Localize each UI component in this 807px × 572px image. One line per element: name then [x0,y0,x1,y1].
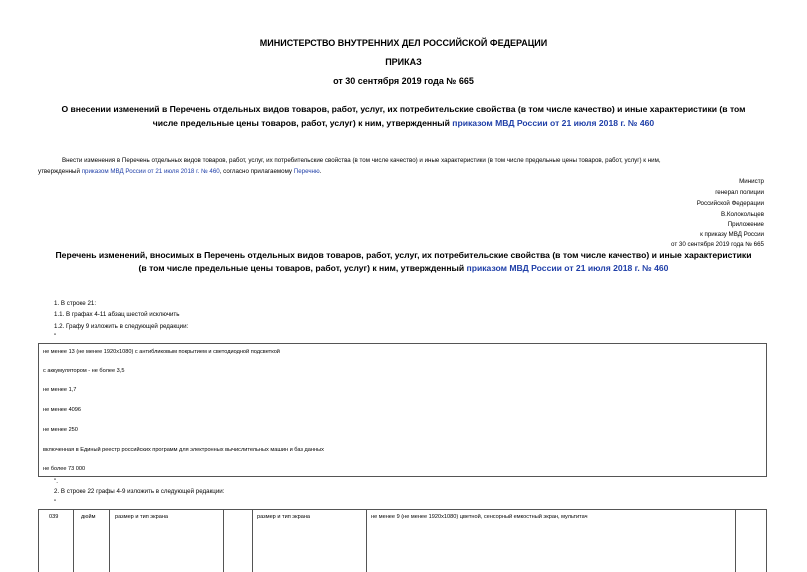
signature-name: В.Колокольцев [721,211,764,218]
changes-title-link[interactable]: приказом МВД России от 21 июля 2018 г. № 460 [466,263,669,273]
body-line2-end: . [319,168,322,175]
quote-open-1: " [54,333,57,340]
body-list-link[interactable]: Перечню [293,168,320,175]
body-line2-pre: утвержденный [38,168,82,175]
table-row: не менее 1,7 [43,387,77,393]
table-divider [366,510,367,572]
appendix-ref: к приказу МВД России [700,231,764,238]
table-row: не менее 250 [43,427,78,433]
body-line2-mid: , согласно прилагаемому [219,168,294,175]
table-cell-unit: дюйм [81,514,96,520]
table-cell-value: не менее 9 (не менее 1920x1080) цветной, сенсорный емкостный экран, мультитач [371,514,588,520]
order-title-text: числе предельные цены товаров, работ, услуг) к ним, утвержденный [152,118,453,128]
body-line2 [38,168,321,176]
order-title-link[interactable]: приказом МВД России от 21 июля 2018 г. № 460 [452,118,655,128]
doc-type-heading: ПРИКАЗ [385,57,422,67]
quote-open-2: " [54,499,57,506]
quote-close-1: ". [54,478,58,485]
item-1-1: 1.1. В графах 4-11 абзац шестой исключить [54,311,180,318]
ministry-heading: МИНИСТЕРСТВО ВНУТРЕННИХ ДЕЛ РОССИЙСКОЙ ФЕДЕРАЦИИ [259,38,548,48]
order-title-line2 [0,118,807,128]
table-row: с аккумулятором - не более 3,5 [43,368,125,374]
table-row: не менее 13 (не менее 1920x1080) с антибликовым покрытием и светодиодной подсветкой [43,349,280,355]
changes-title-line1: Перечень изменений, вносимых в Перечень отдельных видов товаров, работ, услуг, их потребительские свойства (в том числе качество) и иные характеристики [55,250,752,260]
item-1: 1. В строке 21: [54,300,97,307]
body-order-link[interactable]: приказом МВД России от 21 июля 2018 г. № 460 [81,168,220,175]
table-divider [109,510,110,572]
table-row: не менее 4096 [43,407,82,413]
table-divider [223,510,224,572]
item-2: 2. В строке 22 графы 4-9 изложить в следующей редакции: [54,488,225,495]
changes-title-line2 [0,263,807,273]
table-cell-characteristic-2: размер и тип экрана [257,514,311,520]
table-divider [73,510,74,572]
table-divider [252,510,253,572]
item-1-2: 1.2. Графу 9 изложить в следующей редакции: [54,323,189,330]
doc-date-number: от 30 сентября 2019 года № 665 [333,76,474,86]
appendix-date: от 30 сентября 2019 года № 665 [671,241,764,248]
table-row-22 [38,509,767,572]
body-line1 [50,157,790,165]
table-row: включенная в Единый реестр российских программ для электронных вычислительных машин и баз данных [43,447,324,453]
order-title-line1: О внесении изменений в Перечень отдельных видов товаров, работ, услуг, их потребительские свойства (в том числе качество) и иные характеристики (в том [61,104,746,114]
appendix-label: Приложение [727,221,764,228]
table-graph-9 [38,343,767,477]
table-row: не более 73 000 [43,466,86,472]
signature-country: Российской Федерации [696,200,764,207]
table-cell-characteristic: размер и тип экрана [115,514,169,520]
signature-position: Министр [739,178,764,185]
signature-rank: генерал полиции [715,189,764,196]
body-line1-text: Внести изменения в Перечень отдельных видов товаров, работ, услуг, их потребительские свойства (в том числе качество) и иные характеристики (в том числе предельные цены товаров, работ, услуг) к ним, [62,157,661,164]
table-cell-code: 039 [49,514,59,520]
table-divider [735,510,736,572]
changes-title-text: (в том числе предельные цены товаров, работ, услуг) к ним, утвержденный [138,263,467,273]
